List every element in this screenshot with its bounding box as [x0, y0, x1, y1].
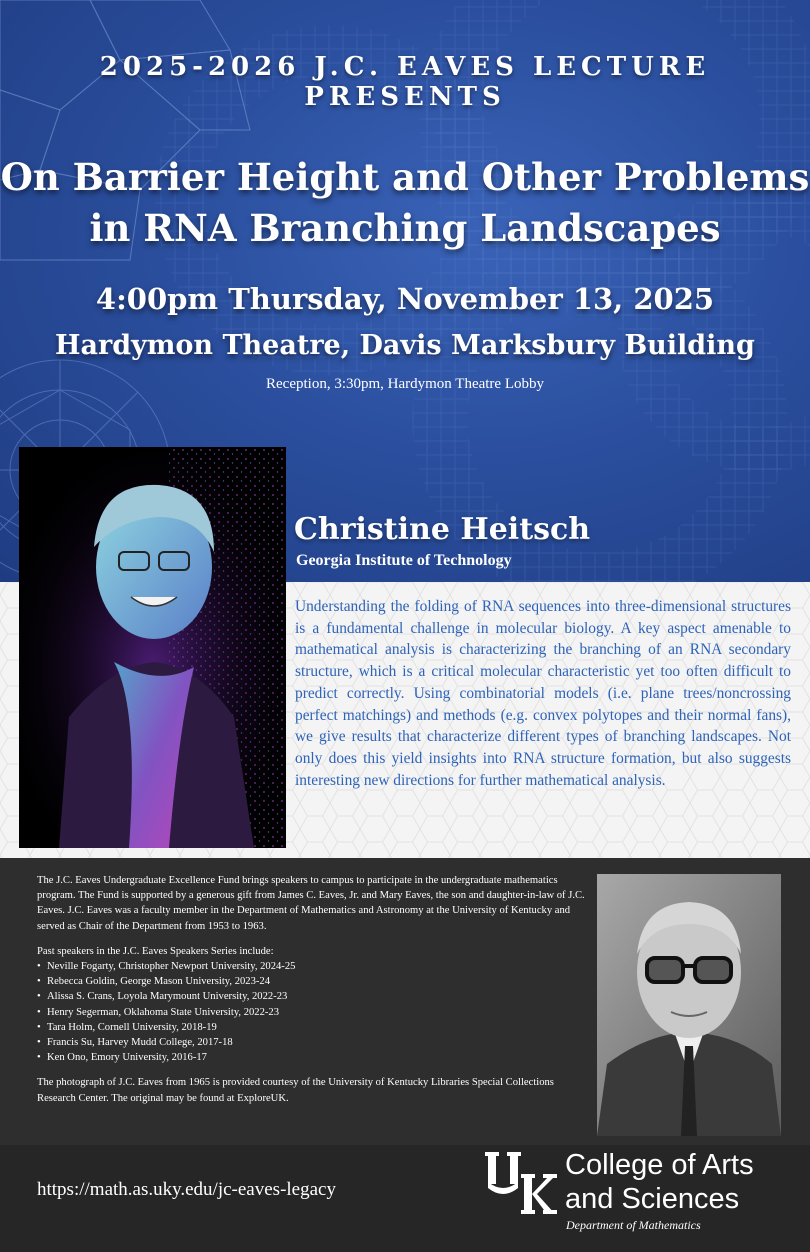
lecture-title-line-2: in RNA Branching Landscapes	[89, 206, 721, 250]
legacy-website-link[interactable]: https://math.as.uky.edu/jc-eaves-legacy	[37, 1179, 336, 1200]
photo-credit: The photograph of J.C. Eaves from 1965 is provided courtesy of the University of Kentucky Libraries Special Collections Research Center. The original may be found at ExploreUK.	[37, 1077, 554, 1104]
past-speaker-item: • Francis Su, Harvey Mudd College, 2017-18	[37, 1035, 585, 1050]
fund-info-text	[37, 873, 585, 1116]
lecture-series-heading: 2025-2026 J.C. EAVES LECTURE PRESENTS	[99, 52, 711, 112]
event-datetime: 4:00pm Thursday, November 13, 2025	[95, 282, 715, 316]
department-name: Department of Mathematics	[566, 1218, 701, 1232]
reception-info: Reception, 3:30pm, Hardymon Theatre Lobby	[266, 376, 544, 392]
uk-logo-icon	[485, 1152, 557, 1214]
speaker-portrait	[19, 447, 286, 848]
lecture-title	[0, 152, 810, 254]
past-speaker-item: • Henry Segerman, Oklahoma State University, 2022-23	[37, 1005, 585, 1020]
past-speaker-item: • Alissa S. Crans, Loyola Marymount University, 2022-23	[37, 989, 585, 1004]
college-name-line-1: College of Arts	[565, 1149, 754, 1181]
event-venue: Hardymon Theatre, Davis Marksbury Building	[55, 330, 755, 361]
lecture-title-line-1: On Barrier Height and Other Problems	[0, 155, 810, 199]
past-speaker-item: • Rebecca Goldin, George Mason University, 2023-24	[37, 974, 585, 989]
past-speaker-item: • Neville Fogarty, Christopher Newport University, 2024-25	[37, 959, 585, 974]
talk-abstract: Understanding the folding of RNA sequences into three-dimensional structures is a fundamental challenge in molecular biology. A key aspect amenable to mathematical analysis is characterizing the branching of an RNA secondary structure, which is a critical molecular characteristic yet too often difficult to predict correctly. Using combinatorial models (i.e. plane trees/noncrossing perfect matchings) and methods (e.g. convex polytopes and their normal fans), we give results that characterize different types of branching landscapes. Not only does this yield insights into RNA structure formation, but also suggests interesting new directions for further mathematical analysis.	[295, 598, 791, 789]
past-speaker-item: • Ken Ono, Emory University, 2016-17	[37, 1050, 585, 1065]
college-name-line-2: and Sciences	[565, 1183, 740, 1215]
college-name	[565, 1148, 754, 1216]
past-speakers-intro: Past speakers in the J.C. Eaves Speakers Series include:	[37, 945, 274, 957]
past-speaker-item: • Tara Holm, Cornell University, 2018-19	[37, 1020, 585, 1035]
jc-eaves-photo	[597, 874, 781, 1136]
speaker-name: Christine Heitsch	[294, 512, 591, 547]
speaker-affiliation: Georgia Institute of Technology	[296, 552, 512, 569]
fund-description: The J.C. Eaves Undergraduate Excellence Fund brings speakers to campus to participate in the undergraduate mathematics program. The Fund is supported by a generous gift from James C. Eaves, Jr. and Mary Eaves, the son and daughter-in-law of J.C. Eaves. J.C. Eaves was a faculty member in the Department of Mathematics and Astronomy at the University of Kentucky and served as Chair of the Department from 1953 to 1963.	[37, 875, 585, 932]
past-speakers-list	[37, 959, 585, 1065]
